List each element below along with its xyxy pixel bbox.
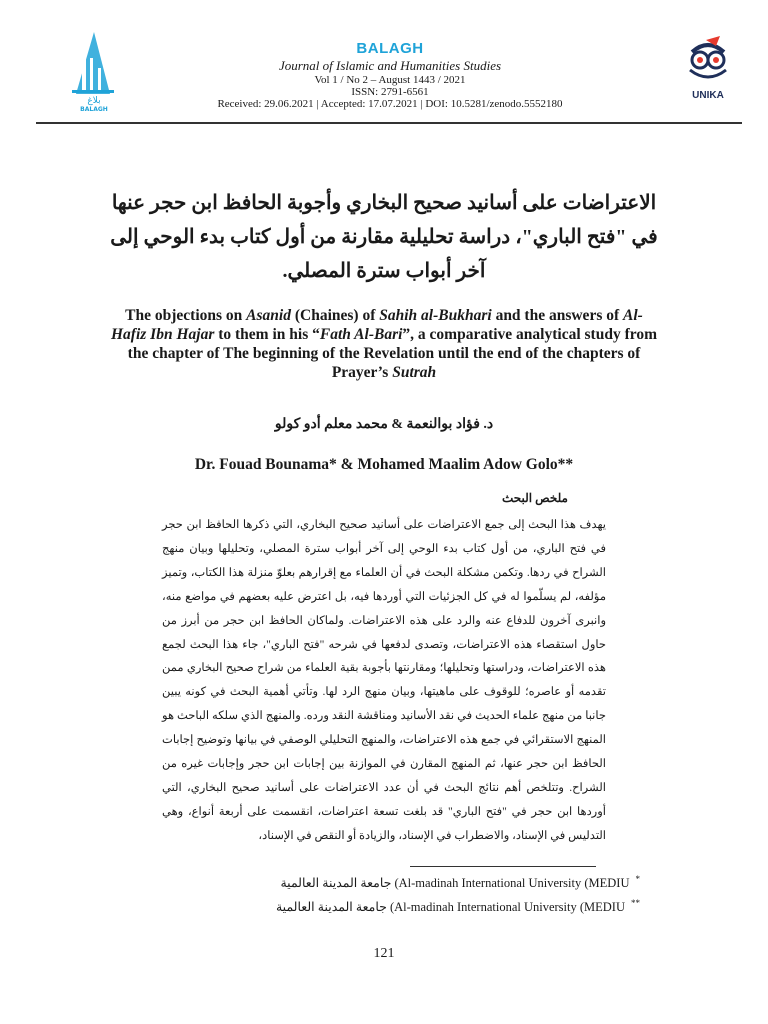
- arabic-title-line-1: الاعتراضات على أسانيد صحيح البخاري وأجوبة الحافظ ابن حجر عنها: [111, 192, 657, 214]
- header-rule: [36, 122, 742, 124]
- arabic-title-line-3: آخر أبواب سترة المصلي.: [282, 260, 486, 282]
- footnote-1-mark: *: [635, 874, 640, 884]
- doi[interactable]: DOI: 10.5281/zenodo.5552180: [425, 98, 563, 110]
- footnote-rule: [410, 866, 596, 867]
- abstract-body: يهدف هذا البحث إلى جمع الاعتراضات على أسانيد صحيح البخاري، التي ذكرها الحافظ ابن حجر في فتح الباري، من أول كتاب بدء الوحي إلى آخر أبواب سترة المصلي، وتحليلها وبيان منهج الشراح في ردها. وتكمن مشكلة البحث في أن العلماء مع إقرارهم بعلوّ منزلة هذا الكتاب، وتميز مؤلفه، لم يسلّموا له في كل الجزئيات التي أوردها فيه، بل اعترض عليه بعضهم في مواضع منه، وانبرى آخرون للدفاع عنه والرد على هذه الاعتراضات. ولماكان الحافظ ابن حجر من أبرز من حاول استقصاء هذه الاعتراضات، وتصدى لدفعها في شرحه "فتح الباري"، جاء هذا البحث لجمع هذه الاعتراضات، ودراستها وتحليلها؛ ومقارنتها بأجوبة بقية العلماء من شراح صحيح البخاري ممن تقدمه أو عاصره؛ للوقوف على ماهيتها، وبيان منهج الرد لها. وتأتي أهمية البحث في كونه يبين جانبا من منهج علماء الحديث في نقد الأسانيد ومناقشة النقد ورده. والمنهج الذي سلكه الباحث هو المنهج الاستقرائي في جمع هذه الاعتراضات، والمنهج التحليلي الوصفي في بيانها وتوضيح إجابات الحافظ ابن حجر عنها، ثم المنهج المقارن في الموازنة بين إجابات ابن حجر وإجابات غيره من الشراح. وتتلخص أهم نتائج البحث في أن عدد الاعتراضات على أسانيد صحيح البخاري، التي أوردها ابن حجر في "فتح الباري" قد بلغت تسعة اعتراضات، انقسمت على أربعة أنواع، وهي التدليس في الإسناد، والاضطراب في الإسناد، والزيادة أو النقص في الإسناد،: [162, 519, 606, 842]
- journal-brand: BALAGH: [356, 40, 424, 57]
- authors-english: Dr. Fouad Bounama* & Mohamed Maalim Adow Golo**: [194, 456, 574, 473]
- balagh-logo-label: بلاغ BALAGH: [80, 96, 108, 113]
- journal-name: Journal of Islamic and Humanities Studies: [278, 58, 502, 73]
- journal-issn: ISSN: 2791-6561: [351, 86, 429, 98]
- arabic-title-line-2: في "فتح الباري"، دراسة تحليلية مقارنة من أول كتاب بدء الوحي إلى: [110, 226, 658, 248]
- footnote-2-mark: **: [631, 898, 640, 908]
- received-date: Received: 29.06.2021: [217, 98, 314, 110]
- footnote-1-text: جامعة المدينة العالمية (Al-madinah International University (MEDIU: [280, 876, 630, 891]
- accepted-date: Accepted: 17.07.2021: [320, 98, 418, 110]
- abstract-heading: ملخص البحث: [502, 491, 568, 505]
- footnote-1: [200, 874, 640, 891]
- footnote-2-text: جامعة المدينة العالمية (Al-madinah International University (MEDIU: [275, 900, 625, 915]
- authors-arabic: د. فؤاد بوالنعمة & محمد معلم أدو كولو: [274, 417, 494, 432]
- english-title: The objections on Asanid (Chaines) of Sahih al-Bukhari and the answers of Al-Hafiz Ibn Hajar to them in his “Fath Al-Bari”, a comparative analytical study from the chapter of The beginning of the Revelation until the end of the chapters of Prayer’s Sutrah: [111, 307, 657, 381]
- journal-header: [0, 0, 768, 130]
- footnote-2: [200, 898, 640, 915]
- unika-logo-label: UNIKA: [692, 90, 724, 101]
- article-dates: Received: 29.06.2021 | Accepted: 17.07.2021 | DOI: 10.5281/zenodo.5552180: [217, 98, 563, 110]
- arabic-title: [100, 186, 668, 288]
- journal-volume: Vol 1 / No 2 – August 1443 / 2021: [314, 74, 466, 86]
- page-number: 121: [373, 946, 395, 961]
- journal-info: [150, 40, 630, 111]
- unika-logo: [676, 30, 740, 94]
